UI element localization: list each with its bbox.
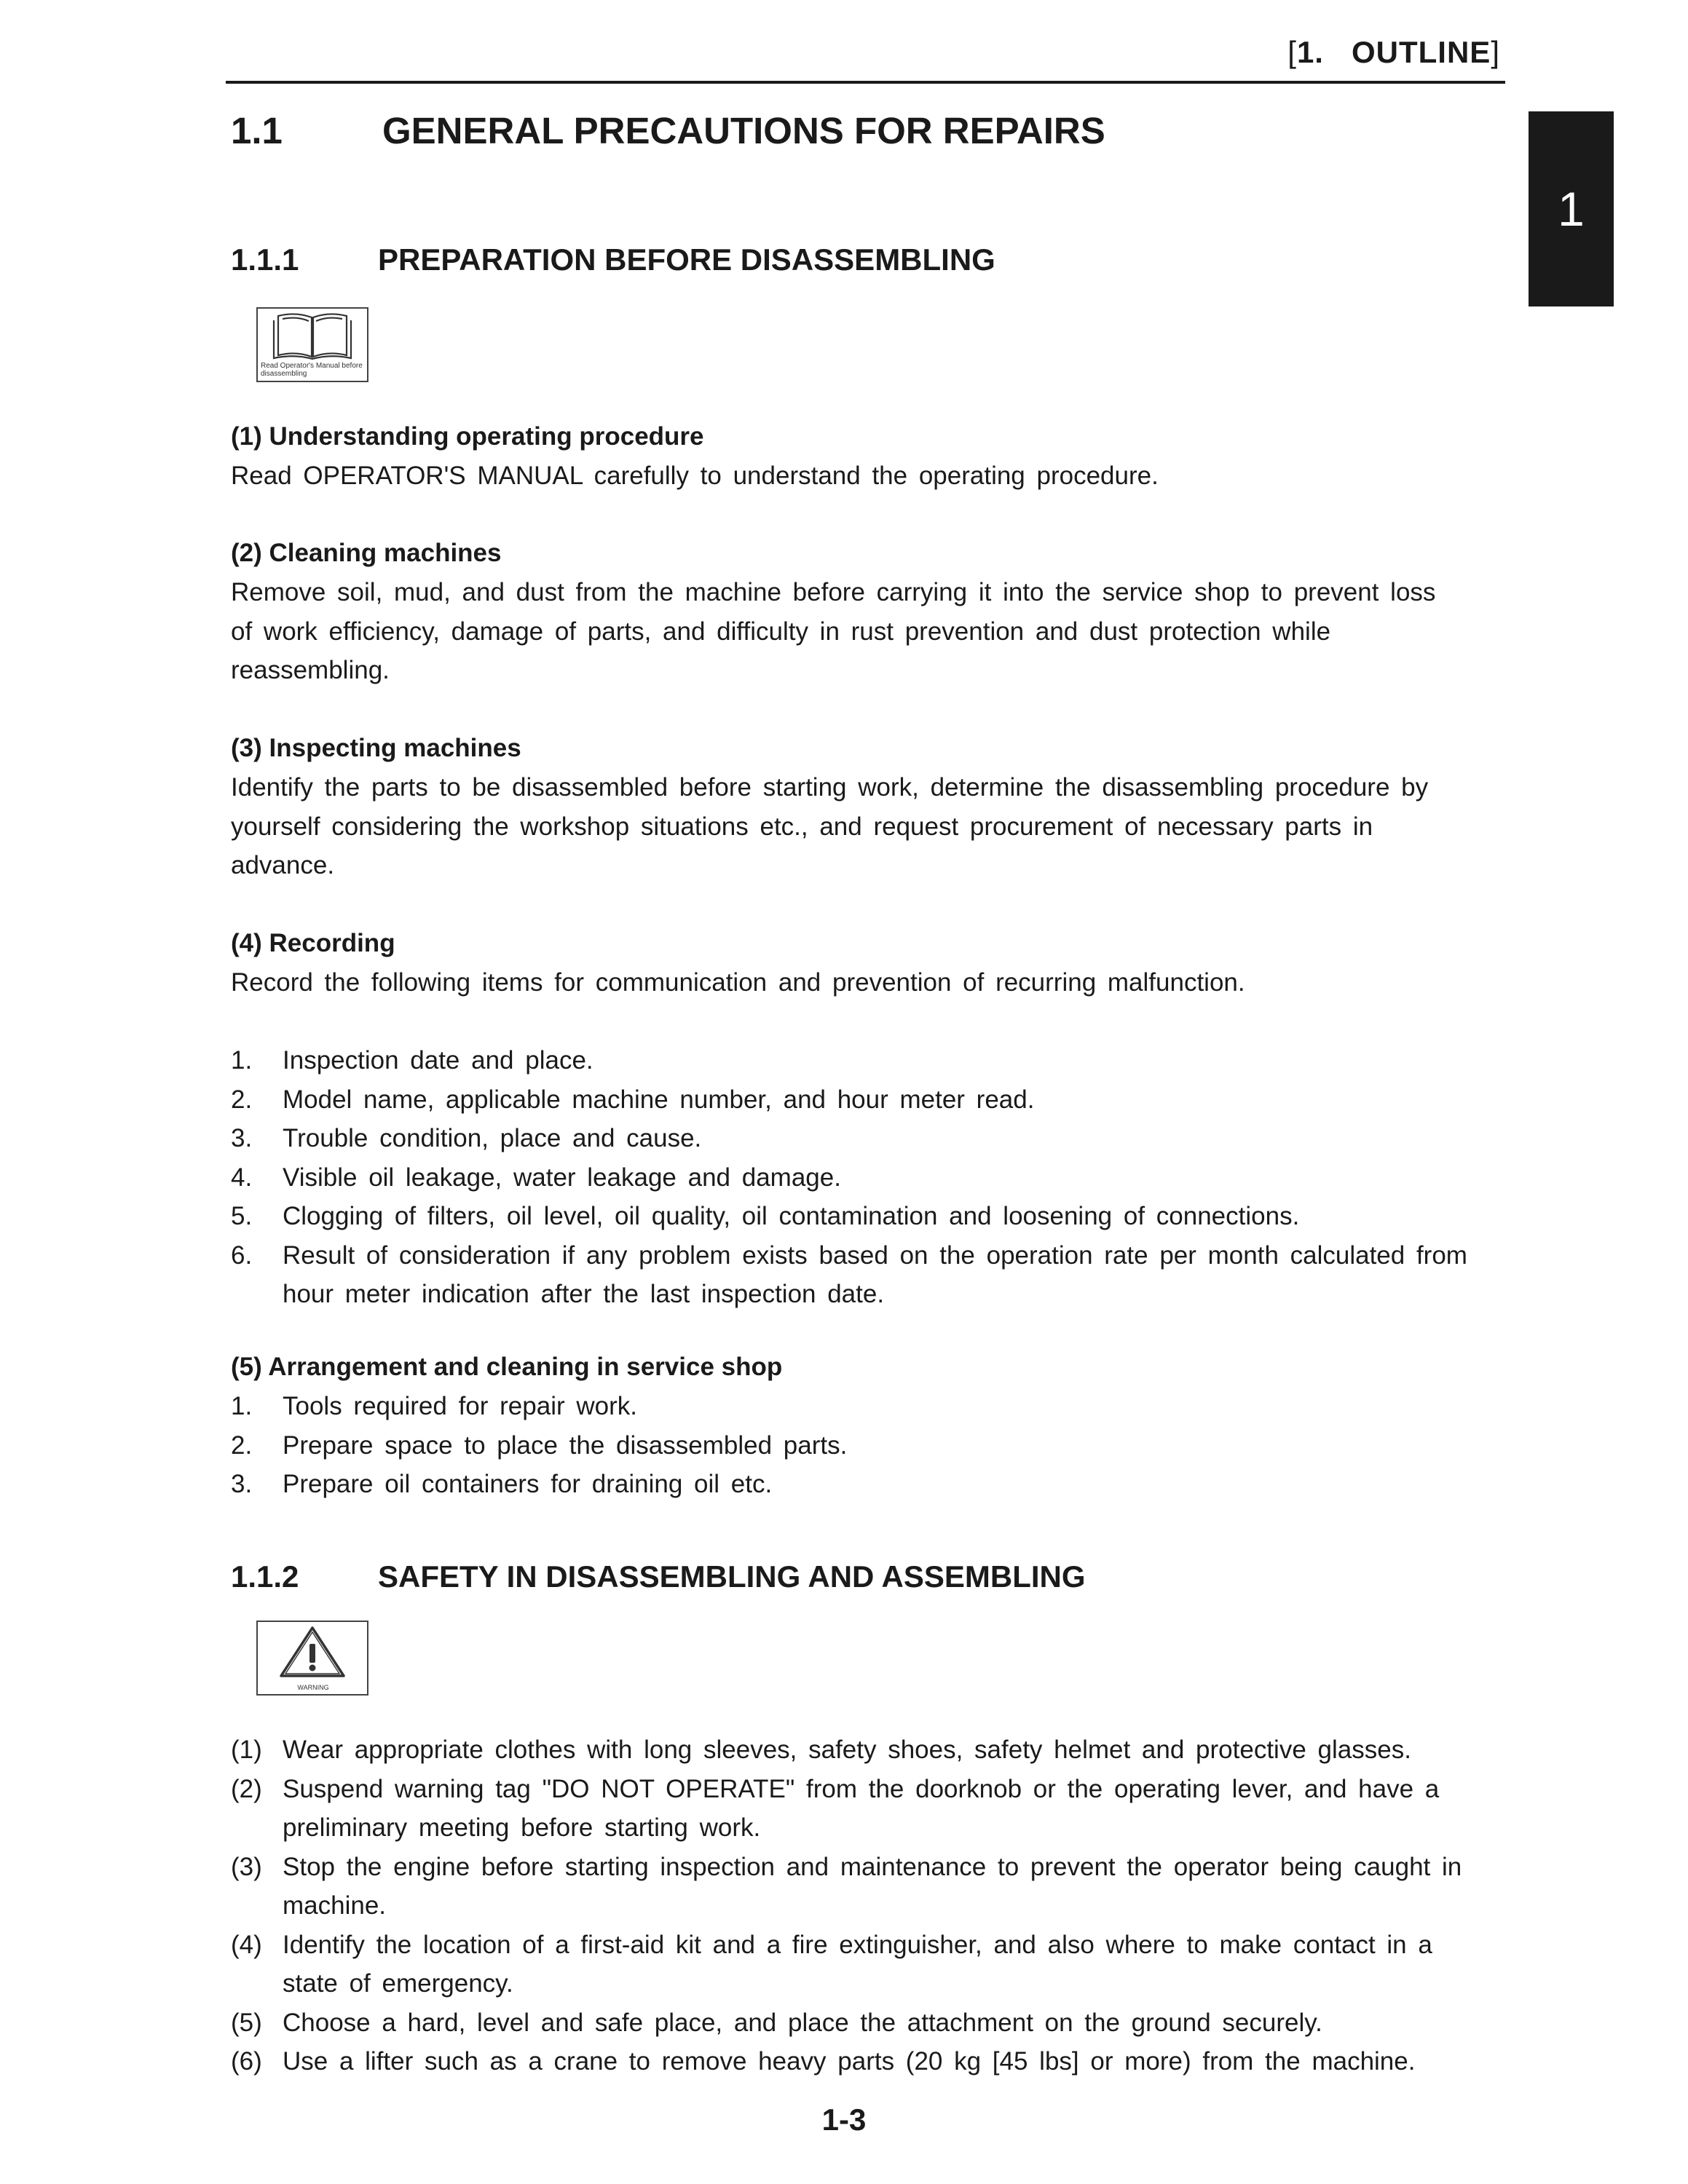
item-title-3: (3) Inspecting machines (231, 734, 521, 762)
list-item (231, 1426, 1491, 1465)
list-item (231, 1041, 1491, 1080)
book-icon-caption: Read Operator's Manual before disassembling (261, 362, 363, 378)
list-text: Wear appropriate clothes with long sleeves, safety shoes, safety helmet and protective glasses. (283, 1736, 1411, 1764)
warning-icon (256, 1621, 368, 1696)
list-text: Model name, applicable machine number, and hour meter read. (283, 1085, 1035, 1114)
recording-list (231, 1041, 1491, 1314)
list-item (231, 1197, 1491, 1236)
item-body-4 (231, 963, 1483, 1002)
item-body-3 (231, 768, 1483, 885)
list-item (231, 1465, 1491, 1504)
list-text: Inspection date and place. (283, 1046, 593, 1075)
list-text: Stop the engine before starting inspection and maintenance to prevent the operator being caught in machine. (283, 1852, 1462, 1920)
list-item (231, 1730, 1498, 1770)
list-text: Choose a hard, level and safe place, and place the attachment on the ground securely. (283, 2008, 1322, 2037)
text-line: Identify the parts to be disassembled before starting work, determine the disassembling procedure by (231, 773, 1429, 802)
item-body-2 (231, 573, 1483, 690)
text-line: reassembling. (231, 656, 390, 684)
list-marker: (2) (231, 1774, 262, 1803)
item-body-1 (231, 456, 1483, 496)
list-marker: 3. (231, 1470, 253, 1498)
list-text: Tools required for repair work. (283, 1392, 637, 1420)
list-marker: 1. (231, 1392, 253, 1420)
list-text: Use a lifter such as a crane to remove heavy parts (20 kg [45 lbs] or more) from the machine. (283, 2047, 1416, 2076)
list-text: Identify the location of a first-aid kit and a fire extinguisher, and also where to make contact in a state of emergency. (283, 1930, 1432, 1998)
list-marker: (4) (231, 1930, 262, 1959)
list-text: Result of consideration if any problem exists based on the operation rate per month calculated from hour meter indication after the last inspection date. (283, 1241, 1467, 1308)
list-text: Trouble condition, place and cause. (283, 1124, 702, 1152)
section-number: 1.1.1 (231, 242, 299, 277)
section-heading-1-1-1 (231, 242, 995, 277)
section-title: PREPARATION BEFORE DISASSEMBLING (378, 242, 995, 277)
list-item (231, 2042, 1498, 2081)
text-line: Record the following items for communication and prevention of recurring malfunction. (231, 968, 1245, 997)
running-header (1287, 35, 1500, 70)
list-marker: (1) (231, 1736, 262, 1764)
header-title: OUTLINE (1352, 35, 1491, 69)
arrangement-list (231, 1387, 1491, 1504)
chapter-tab (1529, 111, 1614, 306)
item-title-5: (5) Arrangement and cleaning in service shop (231, 1353, 783, 1381)
text-line: Remove soil, mud, and dust from the machine before carrying it into the service shop to prevent loss (231, 578, 1436, 606)
main-heading (231, 109, 1105, 152)
safety-list (231, 1730, 1498, 2081)
text-line: of work efficiency, damage of parts, and difficulty in rust prevention and dust protection while (231, 617, 1331, 646)
list-text: Visible oil leakage, water leakage and damage. (283, 1163, 841, 1192)
list-marker: 2. (231, 1085, 253, 1114)
header-bracket-open: [ (1287, 35, 1297, 69)
list-item (231, 1119, 1491, 1158)
list-item (231, 1236, 1491, 1314)
list-marker: 6. (231, 1241, 253, 1270)
list-text: Prepare oil containers for draining oil etc. (283, 1470, 773, 1498)
list-marker: 5. (231, 1202, 253, 1230)
item-title-2: (2) Cleaning machines (231, 539, 502, 567)
header-bracket-close: ] (1491, 35, 1500, 69)
text-line: Read OPERATOR'S MANUAL carefully to understand the operating procedure. (231, 462, 1159, 490)
list-item (231, 1848, 1498, 1926)
list-marker: (3) (231, 1852, 262, 1881)
list-text: Clogging of filters, oil level, oil quality, oil contamination and loosening of connections. (283, 1202, 1300, 1230)
list-marker: 4. (231, 1163, 253, 1192)
list-marker: (6) (231, 2047, 262, 2076)
list-item (231, 1926, 1498, 2003)
item-title-4: (4) Recording (231, 929, 395, 957)
item-title-1: (1) Understanding operating procedure (231, 422, 704, 451)
list-marker: 1. (231, 1046, 253, 1075)
section-heading-1-1-2 (231, 1559, 1086, 1594)
section-number: 1.1.2 (231, 1559, 299, 1594)
list-item (231, 1080, 1491, 1120)
header-rule (226, 81, 1505, 84)
list-item (231, 1158, 1491, 1198)
list-item (231, 1770, 1498, 1848)
section-title: SAFETY IN DISASSEMBLING AND ASSEMBLING (378, 1559, 1086, 1594)
header-section-number: 1. (1296, 35, 1324, 69)
list-item (231, 1387, 1491, 1426)
chapter-tab-label: 1 (1558, 182, 1585, 236)
text-line: yourself considering the workshop situations etc., and request procurement of necessary parts in (231, 812, 1373, 841)
main-heading-title: GENERAL PRECAUTIONS FOR REPAIRS (382, 110, 1105, 151)
warning-icon-caption: WARNING (297, 1684, 329, 1691)
main-heading-number: 1.1 (231, 110, 283, 151)
list-marker: 3. (231, 1124, 253, 1152)
list-text: Suspend warning tag "DO NOT OPERATE" from the doorknob or the operating lever, and have a preliminary meeting before starting work. (283, 1774, 1440, 1842)
list-marker: 2. (231, 1431, 253, 1460)
list-marker: (5) (231, 2008, 262, 2037)
book-icon (256, 307, 368, 382)
list-text: Prepare space to place the disassembled parts. (283, 1431, 848, 1460)
text-line: advance. (231, 851, 335, 879)
page-number: 1-3 (821, 2102, 867, 2137)
list-item (231, 2003, 1498, 2043)
